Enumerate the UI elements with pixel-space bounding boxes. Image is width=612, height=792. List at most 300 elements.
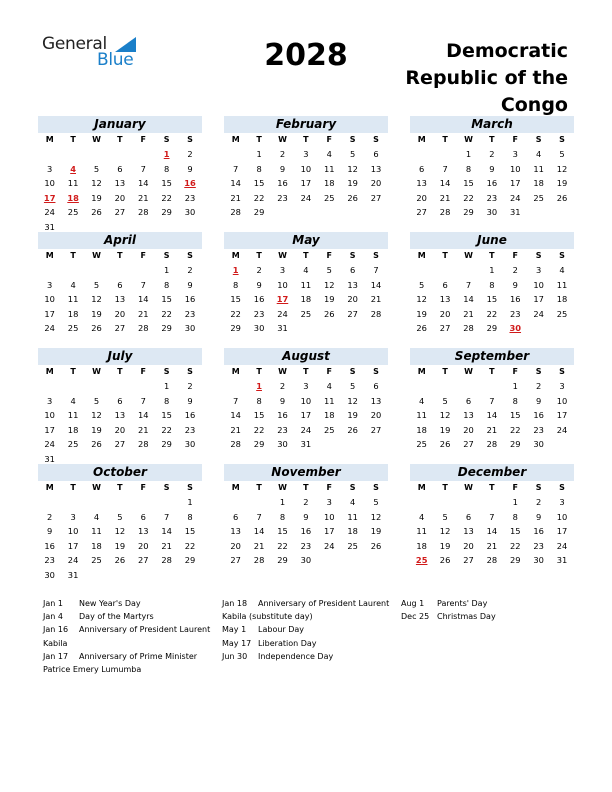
weekday-label: W [278,367,287,376]
empty-cell [85,147,108,162]
day-cell: 18 [533,178,544,188]
weekday-label: T [117,367,123,376]
day-cell: 26 [91,323,102,333]
day-cell: 10 [533,279,544,290]
holiday-name: New Year's Day [79,599,141,608]
day-cell: 29 [253,207,265,217]
holiday-date: Jan 1 [43,599,63,608]
holiday-entry [222,637,389,650]
holiday-entry [43,623,210,636]
day-cell: 4 [326,149,332,159]
weekday-label: S [163,135,170,144]
day-cell: 2 [489,149,495,159]
day-cell: 18 [556,294,568,304]
month-title: September [410,348,574,365]
empty-cell [433,379,456,394]
empty-cell [480,495,503,510]
day-cell: 16 [533,410,544,420]
day-cell: 16 [44,540,55,551]
day-cell: 10 [556,395,568,406]
day-cell: 5 [373,497,379,507]
day-cell: 6 [419,163,425,174]
holiday-name: Anniversary of President Laurent [258,599,390,608]
day-grid [224,133,388,220]
weekday-label: S [559,135,565,144]
weekday-label: M [45,251,54,260]
day-cell: 26 [370,540,382,551]
day-cell: 15 [161,294,172,304]
day-cell: 14 [137,410,149,420]
day-cell: 20 [114,424,126,435]
holiday-name: Labour Day [258,625,305,635]
weekday-label: S [559,483,565,492]
day-cell: 10 [300,395,312,406]
day-cell: 16 [533,526,544,536]
day-cell: 6 [373,381,379,391]
day-cell: 6 [233,511,239,522]
weekday-label: T [256,483,262,492]
weekday-label: W [92,135,101,144]
weekday-label: W [278,251,287,260]
day-cell: 8 [187,511,193,522]
weekday-label: W [92,483,101,492]
day-cell: 23 [277,192,288,203]
day-cell: 19 [439,540,451,551]
day-cell: 5 [442,395,448,406]
empty-cell [155,495,178,510]
day-cell: 12 [323,279,335,290]
day-cell: 2 [279,381,286,391]
day-cell: 9 [512,279,518,290]
day-cell: 22 [253,424,265,435]
weekday-label: T [489,251,495,260]
day-cell: 21 [253,540,265,551]
day-cell: 7 [233,163,239,174]
weekday-label: S [535,135,542,144]
day-cell: 26 [347,192,358,203]
empty-cell [85,495,108,510]
day-cell: 11 [91,526,102,536]
day-cell: 24 [556,540,568,551]
holiday-date: Jan 17 [43,651,69,661]
day-cell: 10 [556,511,568,522]
day-cell: 31 [556,555,568,565]
day-cell: 17 [67,540,79,551]
day-cell: 9 [187,395,193,406]
day-cell: 20 [463,540,474,551]
weekday-label: T [303,251,309,260]
day-cell: 25 [67,323,79,333]
day-cell: 23 [486,192,498,203]
day-cell: 18 [416,540,427,551]
holiday-entry [222,597,389,610]
day-cell: 2 [279,149,286,159]
day-cell: 4 [559,265,565,275]
holiday-entry [43,597,210,610]
day-cell: 9 [279,163,286,174]
empty-cell [108,379,131,394]
day-cell: 4 [70,279,76,290]
day-cell: 19 [91,424,102,435]
day-cell: 14 [370,279,382,290]
holiday-date: Aug 1 [401,599,425,608]
holiday-day: 16 [184,178,196,188]
day-cell: 11 [67,178,79,188]
day-cell: 19 [91,192,102,203]
day-cell: 13 [370,395,382,406]
day-cell: 20 [230,540,241,551]
day-cell: 12 [114,526,126,536]
day-grid [224,249,388,336]
day-cell: 24 [67,555,79,565]
month-january [38,116,202,234]
day-cell: 28 [439,207,451,217]
day-cell: 20 [114,192,126,203]
day-cell: 2 [187,265,193,275]
holiday-entry [401,597,496,610]
day-cell: 30 [44,569,55,580]
weekday-label: S [349,135,356,144]
day-cell: 23 [184,308,196,319]
month-december [410,464,574,568]
day-cell: 15 [253,410,265,420]
day-cell: 3 [303,149,309,159]
day-cell: 10 [44,178,55,188]
day-cell: 14 [463,294,474,304]
empty-cell [38,147,61,162]
day-cell: 1 [465,149,472,159]
day-cell: 16 [486,178,498,188]
holiday-entry [222,650,389,663]
day-cell: 25 [300,308,312,319]
weekday-label: S [535,367,542,376]
day-cell: 28 [370,308,382,319]
weekday-label: S [163,483,170,492]
day-cell: 26 [91,439,102,449]
weekday-label: F [512,483,518,492]
day-cell: 13 [347,279,358,290]
day-cell: 2 [536,381,542,391]
calendar-year: 2028 [264,38,348,73]
day-cell: 31 [509,207,521,217]
day-cell: 27 [439,323,451,333]
weekday-label: S [163,367,170,376]
holiday-day: 30 [509,323,522,333]
day-cell: 12 [439,526,451,536]
day-cell: 21 [486,424,498,435]
day-cell: 9 [489,163,495,174]
day-cell: 17 [323,526,335,536]
weekday-label: S [163,251,170,260]
day-cell: 2 [187,149,193,159]
day-cell: 20 [137,540,149,551]
day-cell: 11 [67,294,79,304]
day-cell: 21 [137,308,149,319]
day-cell: 21 [137,192,149,203]
brand-logo [42,34,142,74]
day-cell: 13 [114,294,126,304]
day-cell: 26 [556,192,568,203]
day-cell: 23 [277,424,288,435]
day-grid [410,133,574,220]
day-cell: 27 [230,555,241,565]
day-cell: 25 [556,308,568,319]
day-cell: 6 [117,163,123,174]
day-cell: 9 [536,395,542,406]
empty-cell [224,147,247,162]
day-cell: 28 [137,439,149,449]
day-cell: 6 [140,511,146,522]
day-cell: 9 [256,279,262,290]
empty-cell [433,263,456,278]
day-grid [224,481,388,568]
country-line: Congo [500,94,568,116]
holiday-date: Jan 16 [43,625,69,635]
empty-cell [132,379,155,394]
day-cell: 24 [277,308,288,319]
day-cell: 23 [509,308,521,319]
holiday-day: 18 [67,192,79,203]
weekday-label: S [349,483,356,492]
day-cell: 6 [442,279,448,290]
day-cell: 22 [509,424,521,435]
day-cell: 15 [509,410,521,420]
day-cell: 16 [184,410,196,420]
weekday-label: T [256,367,262,376]
day-cell: 29 [486,323,498,333]
day-cell: 27 [370,192,382,203]
weekday-label: M [231,483,240,492]
day-cell: 17 [300,410,312,420]
weekday-label: T [117,135,123,144]
day-cell: 15 [161,178,172,188]
day-cell: 23 [184,424,196,435]
day-cell: 9 [47,526,53,536]
day-grid [38,133,202,234]
day-cell: 14 [137,178,149,188]
month-february [224,116,388,220]
day-cell: 17 [533,294,544,304]
holiday-column [222,597,389,663]
day-cell: 8 [512,511,518,522]
day-cell: 10 [509,163,521,174]
month-august [224,348,388,452]
empty-cell [61,263,84,278]
weekday-label: S [535,483,542,492]
day-cell: 13 [439,294,451,304]
day-cell: 5 [350,149,356,159]
day-cell: 11 [533,163,544,174]
holiday-date: Jun 30 [222,651,248,661]
day-cell: 30 [533,439,544,449]
weekday-label: S [187,367,193,376]
day-cell: 30 [300,555,312,565]
day-cell: 3 [512,149,518,159]
day-cell: 2 [187,381,193,391]
day-cell: 29 [253,439,265,449]
day-cell: 5 [326,265,332,275]
day-cell: 26 [416,323,427,333]
day-cell: 9 [303,511,309,522]
day-cell: 29 [509,555,521,565]
weekday-label: S [373,135,379,144]
day-cell: 29 [277,555,288,565]
holiday-name: Independence Day [258,651,334,661]
weekday-label: M [45,367,54,376]
holiday-day: 1 [256,381,262,391]
day-cell: 5 [442,511,448,522]
day-cell: 29 [230,323,241,333]
weekday-label: W [278,483,287,492]
empty-cell [132,495,155,510]
weekday-label: F [512,367,518,376]
day-cell: 29 [161,439,172,449]
weekday-label: S [349,251,356,260]
day-cell: 22 [277,540,288,551]
holiday-entry [43,650,210,663]
weekday-label: W [464,483,473,492]
day-cell: 7 [140,279,146,290]
weekday-label: M [417,251,426,260]
day-cell: 25 [323,192,335,203]
day-cell: 6 [117,279,123,290]
day-cell: 13 [463,410,474,420]
month-may [224,232,388,336]
day-cell: 30 [253,323,265,333]
day-cell: 29 [161,207,172,217]
day-cell: 30 [277,439,288,449]
day-cell: 8 [164,395,170,406]
day-cell: 15 [161,410,172,420]
day-cell: 14 [253,526,265,536]
logo-triangle-icon [115,37,136,52]
holiday-day: 4 [70,163,76,174]
month-title: June [410,232,574,249]
holiday-day: 17 [276,294,289,304]
day-cell: 5 [419,279,425,290]
day-cell: 27 [114,323,126,333]
day-cell: 7 [373,265,379,275]
weekday-label: W [278,135,287,144]
day-cell: 24 [44,439,55,449]
day-cell: 1 [489,265,495,275]
day-cell: 3 [47,163,53,174]
day-cell: 21 [463,308,474,319]
day-cell: 7 [489,395,495,406]
weekday-label: F [140,367,146,376]
month-october [38,464,202,582]
day-cell: 27 [370,424,382,435]
empty-cell [38,379,61,394]
day-cell: 7 [164,511,170,522]
day-cell: 29 [463,207,474,217]
holiday-name: Parents' Day [437,599,488,608]
day-cell: 16 [253,294,265,304]
day-cell: 10 [67,526,79,536]
holiday-date: Dec 25 [401,612,430,622]
day-cell: 9 [536,511,542,522]
holiday-entry [43,610,210,623]
day-cell: 7 [256,511,262,522]
month-november [224,464,388,568]
weekday-label: F [326,483,332,492]
day-cell: 22 [486,308,498,319]
day-cell: 19 [323,294,335,304]
day-cell: 10 [323,511,335,522]
day-cell: 11 [347,511,358,522]
day-grid [38,249,202,336]
day-cell: 23 [533,424,544,435]
day-cell: 15 [509,526,521,536]
day-cell: 21 [370,294,382,304]
day-cell: 3 [47,395,53,406]
empty-cell [38,263,61,278]
weekday-label: T [70,135,76,144]
logo-text-blue: Blue [97,50,134,70]
day-cell: 5 [117,511,123,522]
day-cell: 21 [137,424,149,435]
day-cell: 14 [486,526,498,536]
day-cell: 8 [512,395,518,406]
holiday-name: Day of the Martyrs [79,612,154,622]
day-cell: 14 [439,178,451,188]
weekday-label: T [70,251,76,260]
holiday-date: May 17 [222,638,252,648]
day-cell: 13 [230,526,241,536]
day-cell: 1 [512,381,518,391]
day-cell: 12 [370,511,382,522]
day-grid [410,481,574,568]
day-cell: 5 [350,381,356,391]
day-cell: 11 [323,163,335,174]
month-title: March [410,116,574,133]
day-cell: 28 [486,439,498,449]
day-cell: 17 [44,308,55,319]
day-cell: 19 [347,178,358,188]
day-cell: 21 [439,192,451,203]
month-title: August [224,348,388,365]
day-cell: 31 [67,569,79,580]
empty-cell [61,379,84,394]
weekday-label: S [187,483,193,492]
weekday-label: T [303,135,309,144]
day-cell: 29 [161,323,172,333]
day-cell: 25 [67,439,79,449]
weekday-label: F [140,135,146,144]
day-cell: 3 [326,497,332,507]
day-cell: 27 [114,207,126,217]
empty-cell [410,495,433,510]
empty-cell [38,495,61,510]
day-cell: 28 [230,207,241,217]
day-cell: 31 [300,439,312,449]
empty-cell [224,495,247,510]
month-title: February [224,116,388,133]
day-cell: 22 [161,308,172,319]
day-cell: 16 [277,410,288,420]
month-april [38,232,202,336]
day-cell: 11 [300,279,312,290]
day-cell: 17 [44,424,55,435]
weekday-label: S [373,367,379,376]
holiday-date: May 1 [222,625,247,635]
day-cell: 7 [140,163,146,174]
day-cell: 5 [559,149,565,159]
day-cell: 15 [463,178,474,188]
day-cell: 24 [556,424,568,435]
day-cell: 1 [256,149,262,159]
weekday-label: T [303,367,309,376]
